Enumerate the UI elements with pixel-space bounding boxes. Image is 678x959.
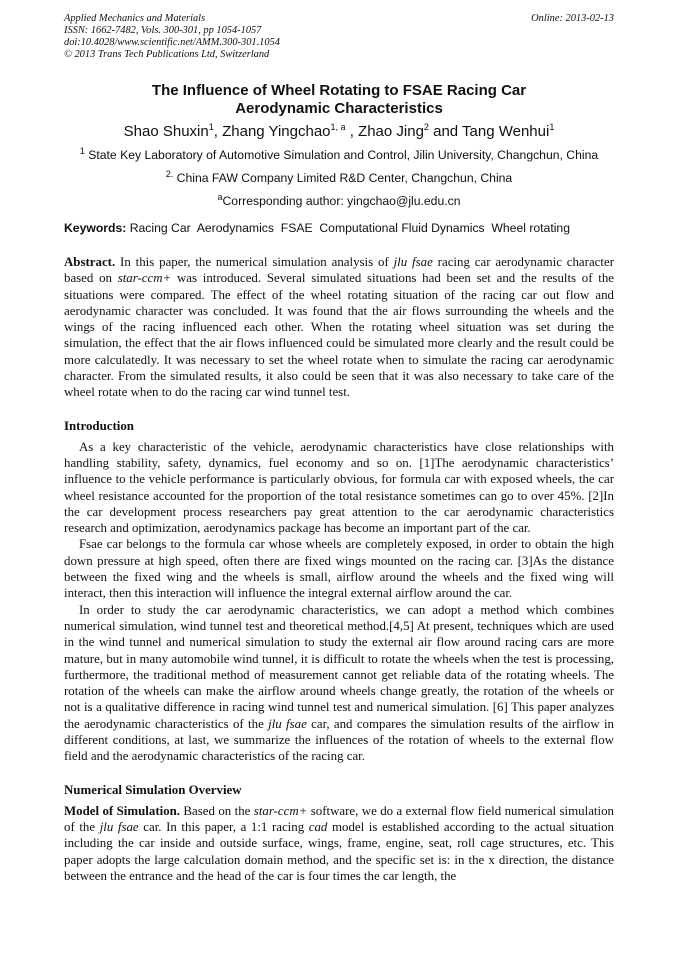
author-sup: 2 [423,122,429,132]
title-line-2: Aerodynamic Characteristics [235,100,443,117]
affiliation-sup: 2. [165,168,174,179]
intro-italic: jlu fsae [268,716,307,731]
model-of-simulation-paragraph [64,803,614,884]
journal-header [64,13,614,61]
author-name: Tang Wenhui [462,123,550,140]
abstract-label: Abstract. [64,255,116,269]
abstract-italic: star-ccm+ [117,271,172,286]
numerical-italic: jlu fsae [99,819,139,834]
intro-text: car, and compares the simulation results of the airflow in different conditions, at last, we summarize the influences of the rotation of wheels to the external flow field and the aerodynamic characteristics of the racing car. [64,716,614,764]
online-date: Online: 2013-02-13 [531,13,614,24]
author-separator: , [345,123,359,140]
intro-paragraph-3 [64,602,614,765]
affiliation-text: State Key Laboratory of Automotive Simulation and Control, Jilin University, Changchun, China [88,148,599,162]
numerical-text: model is established according to the actual situation including the car inside and outside surface, wings, frame, engine, seat, roll cage structures, etc. This paper adopts the large calculation domain method, and the specific set is: in the x direction, the distance between the entrance and the head of the car is four times the car length, the [64,819,614,883]
title-line-1: The Influence of Wheel Rotating to FSAE Racing Car [151,82,527,99]
author-name: Zhang Yingchao [222,123,331,140]
numerical-italic: star-ccm+ [253,803,308,818]
corresponding-author [64,191,614,209]
keywords-list: Racing Car Aerodynamics FSAE Computational Fluid Dynamics Wheel rotating [129,221,570,235]
author-separator: and [428,123,463,140]
author-list [64,123,614,141]
abstract-text: racing car aerodynamic character based on [64,255,614,286]
subsection-lead: Model of Simulation. [64,803,181,818]
affiliation-sup: 1 [79,145,85,156]
numerical-italic: cad [308,819,328,834]
intro-paragraph-1: As a key characteristic of the vehicle, aerodynamic characteristics have close relationships with handling stability, safety, dynamics, fuel economy and so on. [1]The aerodynamic characteristics’ influence to the vehicle performance is particularly obvious, for formula car with exposed wheels, the car wheel resistance accounted for the proportion of the total resistance sometimes can go to over 45%. [2]In the car development process researchers pay great attention to the car aerodynamic characteristics research and optimization, aerodynamics package has become an important part of the car. [64,439,614,536]
issn-line: ISSN: 1662-7482, Vols. 300-301, pp 1054-1057 [64,25,262,36]
paper-title [64,82,614,118]
abstract-text: was introduced. Several simulated situations had been set and the results of the situations were compared. The effect of the wheel rotating situation of the racing car out flow and aerodynamic character was concluded. It was found that the air flows surrounding the wheels and the wings of the racing influenced each other. When the rotating wheel situation was set during the simulation, the effect that the air flows influenced could be simulated more clearly and the result could be more calculatedly. It was necessary to set the wheel rotate when to simulate the racing car aerodynamic character. From the simulated results, it also could be seen that it was also necessary to take care of the wheel rotate when to do the racing car wind tunnel test. [64,271,615,400]
affiliation-2 [64,168,614,186]
affiliation-sup: a [217,191,223,202]
abstract-text: In this paper, the numerical simulation analysis of [115,255,394,269]
abstract-italic: jlu fsae [393,255,433,269]
abstract-paragraph [64,254,614,401]
doi-line[interactable]: doi:10.4028/www.scientific.net/AMM.300-301.1054 [64,37,280,48]
author-sup: 1 [549,122,555,132]
author-name: Zhao Jing [358,123,424,140]
keywords-label: Keywords: [64,221,127,235]
author-name: Shao Shuxin [123,123,209,140]
intro-text: In order to study the car aerodynamic characteristics, we can adopt a method which combines numerical simulation, wind tunnel test and theoretical method.[4,5] At present, techniques which are used in the wind tunnel and numerical simulation to study the external air flow around racing cars are more mature, but in many automobile wind tunnel, it is difficult to rotate the wheels when the test is processing, furthermore, the traditional method of measurement cannot get reliable data of the rotating wheels. The rotation of the wheels can make the airflow around wheels change greatly, the rotation of the wheels or not is a qualitative difference in racing wind tunnel test and numerical simulation. [6] This paper analyzes the aerodynamic characteristics of the [64,602,614,731]
author-separator: , [213,123,223,140]
numerical-simulation-heading: Numerical Simulation Overview [64,782,242,797]
journal-name: Applied Mechanics and Materials [64,13,206,24]
keywords [64,221,614,236]
copyright-line: © 2013 Trans Tech Publications Ltd, Switzerland [64,49,270,60]
author-sup: 1, a [330,122,346,132]
author-sup: 1 [208,122,214,132]
affiliation-text: Corresponding author: yingchao@jlu.edu.cn [222,194,461,208]
affiliation-1 [64,145,614,163]
numerical-text: Based on the [180,803,254,818]
numerical-text: software, we do a external flow field numerical simulation of the [64,803,614,834]
introduction-heading: Introduction [64,418,134,433]
intro-paragraph-2: Fsae car belongs to the formula car whose wheels are completely exposed, in order to obtain the high down pressure at high speed, often there are fixed wings mounted on the racing car. [3]As the distance between the fixed wing and the wheels is small, airflow around the wheels and the fixed wing will interact, then this interaction will influence the integral external airflow around the car. [64,537,614,601]
numerical-text: car. In this paper, a 1:1 racing [138,819,309,834]
affiliation-text: China FAW Company Limited R&D Center, Changchun, China [176,171,513,185]
